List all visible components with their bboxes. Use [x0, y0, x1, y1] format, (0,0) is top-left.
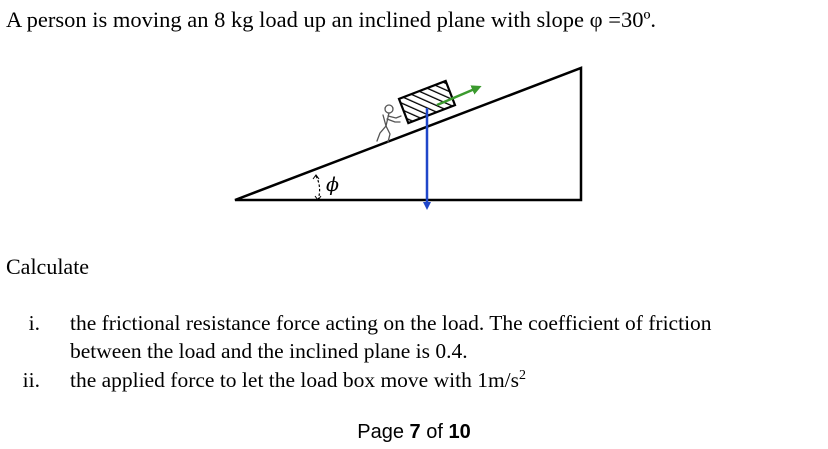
angle-symbol: ϕ	[326, 174, 339, 196]
incline-triangle	[235, 68, 581, 200]
problem-statement: A person is moving an 8 kg load up an inclined plane with slope φ =30º.	[6, 7, 657, 32]
question-number: i.	[28, 311, 40, 335]
question-superscript: 2	[519, 367, 527, 383]
person-figure	[377, 105, 401, 142]
calculate-label: Calculate	[6, 254, 90, 279]
question-text-line1: the frictional resistance force acting on the load. The coefficient of friction	[70, 311, 712, 335]
total-pages: 10	[448, 421, 471, 443]
question-text-body: the applied force to let the load box move with 1m/s	[70, 368, 520, 392]
question-text-line2: between the load and the inclined plane is 0.4.	[70, 339, 468, 363]
question-text	[70, 366, 828, 394]
angle-marker	[313, 175, 321, 200]
page-footer	[0, 419, 828, 445]
current-page: 7	[409, 421, 421, 443]
page-word: Page	[357, 421, 404, 443]
question-number: ii.	[22, 368, 40, 392]
of-word: of	[426, 421, 443, 443]
